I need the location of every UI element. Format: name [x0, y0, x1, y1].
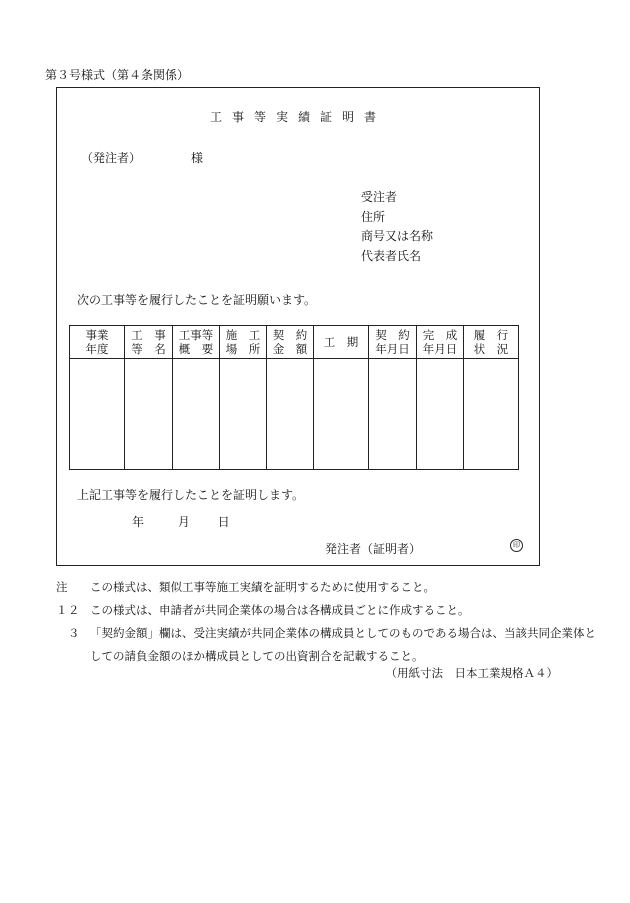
certificate-frame — [56, 87, 540, 566]
date-day-label: 日 — [217, 515, 230, 529]
note-text: この様式は、申請者が共同企業体の場合は各構成員ごとに作成すること。 — [90, 603, 470, 617]
certifier-label: 発注者（証明者） — [325, 542, 422, 556]
contractor-representative-label: 代表者氏名 — [361, 248, 422, 263]
notes — [58, 576, 598, 668]
table-cell[interactable] — [125, 359, 173, 470]
table-cell[interactable] — [220, 359, 267, 470]
table-header-row — [70, 326, 519, 359]
note-number: 注１ — [56, 580, 68, 617]
table-cell[interactable] — [464, 359, 519, 470]
header-fiscal-year: 事業 年度 — [70, 326, 125, 359]
table-cell[interactable] — [314, 359, 369, 470]
date-row — [132, 513, 230, 530]
certify-text: 上記工事等を履行したことを証明します。 — [77, 488, 305, 502]
works-table — [69, 325, 519, 470]
table-cell[interactable] — [369, 359, 417, 470]
header-contract-date: 契 約 年月日 — [369, 326, 417, 359]
honorific: 様 — [191, 151, 204, 165]
table-row — [70, 359, 519, 470]
form-heading: 第３号様式（第４条関係） — [45, 68, 190, 82]
header-performance-status: 履 行 状 況 — [464, 326, 519, 359]
note-item — [58, 599, 598, 622]
header-work-summary: 工事等 概 要 — [173, 326, 220, 359]
seal-mark: 印 — [510, 539, 523, 552]
paper-size-note: （用紙寸法 日本工業規格Ａ４） — [385, 666, 558, 680]
issuer-label: （発注者） — [81, 151, 142, 165]
contractor-address-label: 住所 — [361, 209, 386, 224]
header-work-period: 工 期 — [314, 326, 369, 359]
header-contract-amount: 契 約 金 額 — [267, 326, 314, 359]
date-year-label: 年 — [132, 515, 145, 529]
contractor-label: 受注者 — [361, 190, 398, 204]
note-number: ３ — [68, 626, 80, 640]
note-text: この様式は、類似工事等施工実績を証明するために使用すること。 — [90, 580, 435, 594]
table-cell[interactable] — [173, 359, 220, 470]
request-text: 次の工事等を履行したことを証明願います。 — [77, 293, 317, 307]
header-work-name: 工 事 等 名 — [125, 326, 173, 359]
date-month-label: 月 — [177, 515, 190, 529]
contractor-block — [361, 188, 433, 266]
header-site: 施 工 場 所 — [220, 326, 267, 359]
table-cell[interactable] — [417, 359, 464, 470]
note-number: ２ — [68, 603, 80, 617]
header-completion-date: 完 成 年月日 — [417, 326, 464, 359]
note-item — [58, 622, 598, 668]
table-cell[interactable] — [267, 359, 314, 470]
table-cell[interactable] — [70, 359, 125, 470]
document-title: 工事等実績証明書 — [209, 110, 386, 124]
note-text: 「契約金額」欄は、受注実績が共同企業体の構成員としてのものである場合は、当該共同企業体としての請負金額のほか構成員としての出資割合を記載すること。 — [90, 626, 596, 663]
contractor-trade-name-label: 商号又は名称 — [361, 229, 434, 243]
